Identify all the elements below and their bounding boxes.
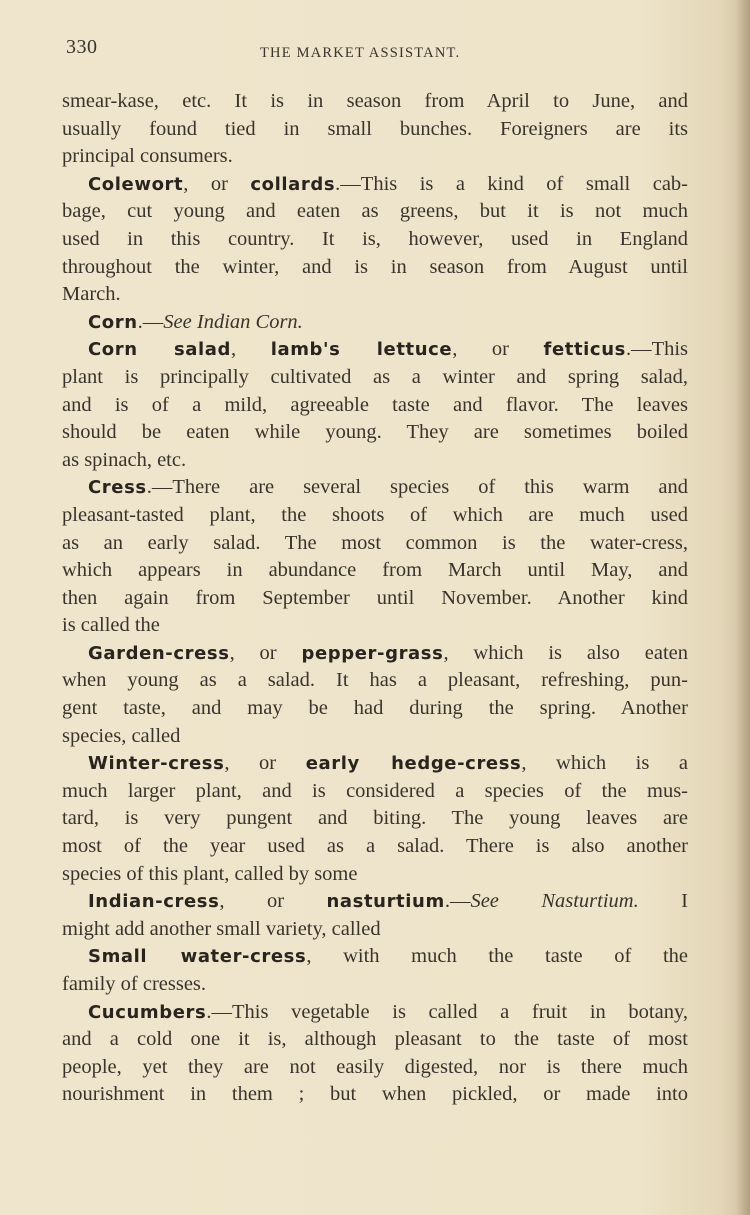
line-text: .— bbox=[444, 890, 471, 913]
text-line bbox=[62, 474, 688, 502]
line-text: might add another small variety, called bbox=[62, 917, 381, 940]
line-text: , which is a bbox=[521, 752, 688, 775]
line-text: and is of a mild, agreeable taste and flavor. The leaves bbox=[62, 393, 688, 416]
text-line bbox=[62, 254, 688, 282]
text-line bbox=[62, 971, 688, 999]
body-text bbox=[62, 88, 688, 1109]
line-text: .—This is a kind of small cab- bbox=[335, 172, 688, 195]
text-line bbox=[62, 557, 688, 585]
text-line bbox=[62, 999, 688, 1027]
text-line bbox=[62, 447, 688, 475]
line-text: family of cresses. bbox=[62, 973, 207, 995]
line-text: and a cold one it is, although pleasant to the taste of most bbox=[62, 1028, 688, 1051]
line-text: used in this country. It is, however, used in England bbox=[62, 227, 688, 250]
text-line bbox=[62, 364, 688, 392]
text-line bbox=[62, 309, 688, 337]
text-line bbox=[62, 392, 688, 420]
line-text: as spinach, etc. bbox=[62, 448, 187, 471]
line-text: , bbox=[231, 338, 271, 361]
text-line bbox=[62, 198, 688, 226]
text-line bbox=[62, 171, 688, 199]
line-text: species, called bbox=[62, 724, 181, 747]
entry-heading: Indian-cress bbox=[88, 891, 220, 913]
entry-heading: Small water-cress bbox=[88, 946, 307, 968]
line-text: , or bbox=[229, 641, 302, 664]
line-text: .—This vegetable is called a fruit in botany, bbox=[206, 1000, 688, 1023]
line-text: .— bbox=[137, 310, 164, 333]
line-text: most of the year used as a salad. There is also another bbox=[62, 835, 688, 858]
line-text: usually found tied in small bunches. Foreigners are its bbox=[62, 117, 688, 140]
line-text: , or bbox=[452, 338, 544, 361]
text-line bbox=[62, 833, 688, 861]
cross-reference: See Indian Corn. bbox=[163, 310, 303, 333]
text-line bbox=[62, 281, 688, 309]
entry-heading: Winter-cress bbox=[88, 753, 225, 775]
entry-heading: Corn bbox=[88, 311, 138, 333]
text-line bbox=[62, 1026, 688, 1054]
text-line bbox=[62, 226, 688, 254]
text-line bbox=[62, 695, 688, 723]
entry-heading: Garden-cress bbox=[88, 642, 230, 664]
line-text: .—There are several species of this warm and bbox=[146, 476, 688, 499]
text-line bbox=[62, 916, 688, 944]
line-text: when young as a salad. It has a pleasant, refreshing, pun- bbox=[62, 669, 688, 692]
text-line bbox=[62, 750, 688, 778]
text-line bbox=[62, 888, 688, 916]
text-line bbox=[62, 88, 688, 116]
entry-heading: Corn salad bbox=[88, 339, 232, 361]
entry-heading: fetticus bbox=[543, 339, 626, 361]
line-text: , or bbox=[224, 752, 306, 775]
page-header bbox=[66, 32, 686, 66]
line-text: much larger plant, and is considered a species of the mus- bbox=[62, 779, 688, 802]
entry-heading: collards bbox=[250, 173, 336, 195]
text-line bbox=[62, 640, 688, 668]
text-line bbox=[62, 116, 688, 144]
text-line bbox=[62, 530, 688, 558]
text-line bbox=[62, 723, 688, 751]
text-line bbox=[62, 585, 688, 613]
text-line bbox=[62, 419, 688, 447]
running-head: THE MARKET ASSISTANT. bbox=[260, 45, 461, 61]
text-line bbox=[62, 1054, 688, 1082]
entry-heading: pepper-grass bbox=[301, 642, 444, 664]
entry-heading: early hedge-cress bbox=[305, 753, 522, 775]
text-line bbox=[62, 805, 688, 833]
text-line bbox=[62, 861, 688, 889]
entry-heading: lamb's lettuce bbox=[270, 339, 453, 361]
line-text: March. bbox=[62, 283, 121, 306]
line-text: nourishment in them ; but when pickled, or made into bbox=[62, 1083, 688, 1106]
text-line bbox=[62, 1081, 688, 1109]
line-text: principal consumers. bbox=[62, 145, 233, 168]
line-text: throughout the winter, and is in season from August until bbox=[62, 255, 688, 278]
line-text: , or bbox=[183, 172, 251, 195]
text-line bbox=[62, 943, 688, 971]
text-line bbox=[62, 667, 688, 695]
entry-heading: nasturtium bbox=[326, 891, 445, 913]
line-text: plant is principally cultivated as a winter and spring salad, bbox=[62, 365, 688, 388]
line-text: people, yet they are not easily digested, nor is there much bbox=[62, 1055, 688, 1078]
line-text: species of this plant, called by some bbox=[62, 862, 358, 885]
line-text: smear-kase, etc. It is in season from April to June, and bbox=[62, 90, 688, 112]
page-gutter-shadow bbox=[736, 0, 750, 1215]
line-text: is called the bbox=[62, 614, 160, 637]
line-text: as an early salad. The most common is the water-cress, bbox=[62, 531, 688, 554]
line-text: gent taste, and may be had during the spring. Another bbox=[62, 697, 688, 720]
page-number: 330 bbox=[66, 36, 98, 58]
line-text: .—This bbox=[625, 338, 688, 361]
line-text: I bbox=[638, 890, 688, 913]
line-text: , with much the taste of the bbox=[306, 945, 688, 968]
text-line bbox=[62, 778, 688, 806]
line-text: tard, is very pungent and biting. The young leaves are bbox=[62, 807, 688, 830]
entry-heading: Colewort bbox=[88, 173, 184, 195]
text-line bbox=[62, 143, 688, 171]
line-text: , which is also eaten bbox=[443, 641, 688, 664]
line-text: should be eaten while young. They are sometimes boiled bbox=[62, 421, 688, 444]
line-text: then again from September until November. Another kind bbox=[62, 586, 688, 609]
line-text: which appears in abundance from March until May, and bbox=[62, 559, 688, 582]
text-line bbox=[62, 612, 688, 640]
cross-reference: See Nasturtium. bbox=[470, 890, 639, 913]
line-text: pleasant-tasted plant, the shoots of which are much used bbox=[62, 503, 688, 526]
entry-heading: Cress bbox=[88, 477, 147, 499]
text-line bbox=[62, 502, 688, 530]
text-line bbox=[62, 336, 688, 364]
line-text: , or bbox=[219, 890, 327, 913]
line-text: bage, cut young and eaten as greens, but it is not much bbox=[62, 200, 688, 223]
entry-heading: Cucumbers bbox=[88, 1001, 207, 1023]
